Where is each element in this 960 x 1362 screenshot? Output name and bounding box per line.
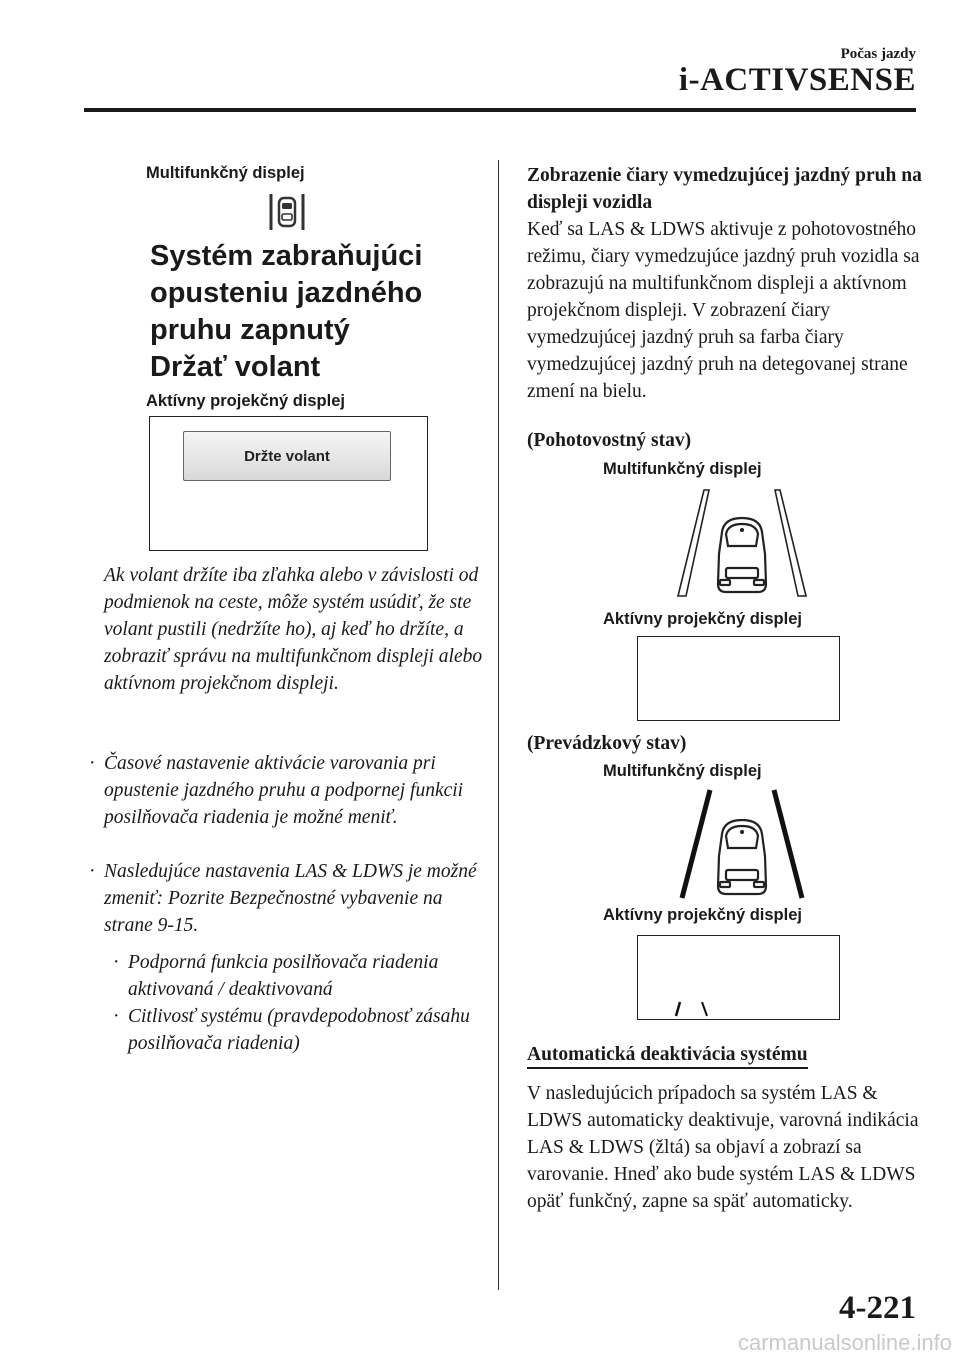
watermark: carmanualsonline.info <box>737 1330 952 1355</box>
bullet-dot: · <box>113 952 120 973</box>
hud-hold-wheel-banner: Držte volant <box>183 431 391 481</box>
lane-line-display-heading: Zobrazenie čiary vymedzujúcej jazdný pruh na displeji vozidla <box>527 165 922 213</box>
mfd-label: Multifunkčný displej <box>603 460 762 478</box>
bullet-dot: · <box>89 861 96 882</box>
list-item-text: Nasledujúce nastavenia LAS & LDWS je možné zmeniť: Pozrite Bezpečnostné vybavenie na strane 9-15. <box>104 861 477 936</box>
ahud-label: Aktívny projekčný displej <box>603 610 802 628</box>
mfd-message-line: pruhu zapnutý <box>150 314 350 346</box>
list-item <box>89 858 484 939</box>
car-lanes-operating-figure <box>672 786 812 904</box>
bullet-dot: · <box>113 1006 120 1027</box>
page-number: 4-221 <box>839 1290 916 1326</box>
column-divider <box>498 160 499 1290</box>
list-item-text: Časové nastavenie aktivácie varovania pri opustenie jazdného pruhu a podpornej funkcii posilňovača riadenia je možné meniť. <box>104 753 464 828</box>
section-title: Počas jazdy <box>840 46 916 62</box>
chapter-title: i-ACTIVSENSE <box>678 62 916 98</box>
note-paragraph: Ak volant držíte iba zľahka alebo v závislosti od podmienok na ceste, môže systém usúdiť, že ste volant pustili (nedržíte ho), aj keď ho držíte, a zobraziť správu na multifunkčnom displeji alebo aktívnom projekčnom displeji. <box>104 565 483 694</box>
ahud-label: Aktívny projekčný displej <box>146 392 345 410</box>
list-item-text: Podporná funkcia posilňovača riadenia aktivovaná / deaktivovaná <box>128 952 439 1000</box>
mfd-message-line: Systém zabraňujúci <box>150 240 423 272</box>
auto-deactivation-paragraph: V nasledujúcich prípadoch sa systém LAS & LDWS automaticky deaktivuje, varovná indikácia LAS & LDWS (žltá) sa objaví a zobrazí sa varovanie. Hneď ako bude systém LAS & LDWS opäť funkčný, zapne sa späť automaticky. <box>527 1083 919 1212</box>
auto-deactivation-heading: Automatická deaktivácia systému <box>527 1044 808 1069</box>
sub-list-item <box>113 949 478 1003</box>
sub-list-item <box>113 1003 478 1057</box>
header-rule <box>84 108 916 112</box>
standby-heading: (Pohotovostný stav) <box>527 430 692 451</box>
list-item-text: Citlivosť systému (pravdepodobnosť zásahu posilňovača riadenia) <box>128 1006 470 1054</box>
mfd-message-line: opusteniu jazdného <box>150 277 423 309</box>
list-item <box>89 750 474 831</box>
mfd-message-line: Držať volant <box>150 351 321 383</box>
car-lanes-standby-figure <box>672 484 812 602</box>
mfd-label: Multifunkčný displej <box>603 762 762 780</box>
ahud-label: Aktívny projekčný displej <box>603 906 802 924</box>
hud-display-frame <box>637 636 840 721</box>
bullet-dot: · <box>89 753 96 774</box>
lane-keep-icon <box>268 192 306 232</box>
mfd-label: Multifunkčný displej <box>146 164 305 182</box>
lane-line-display-paragraph: Keď sa LAS & LDWS aktivuje z pohotovostného režimu, čiary vymedzujúce jazdný pruh vozidla sa zobrazujú na multifunkčnom displeji a aktívnom projekčnom displeji. V zobrazení čiary vymedzujúcej jazdný pruh sa farba čiary vymedzujúcej jazdný pruh na detegovanej strane zmení na bielu. <box>527 219 920 402</box>
hud-display-frame <box>637 935 840 1020</box>
operating-heading: (Prevádzkový stav) <box>527 733 687 754</box>
hud-lane-lines-icon <box>672 998 712 1018</box>
mfd-message <box>150 238 470 386</box>
